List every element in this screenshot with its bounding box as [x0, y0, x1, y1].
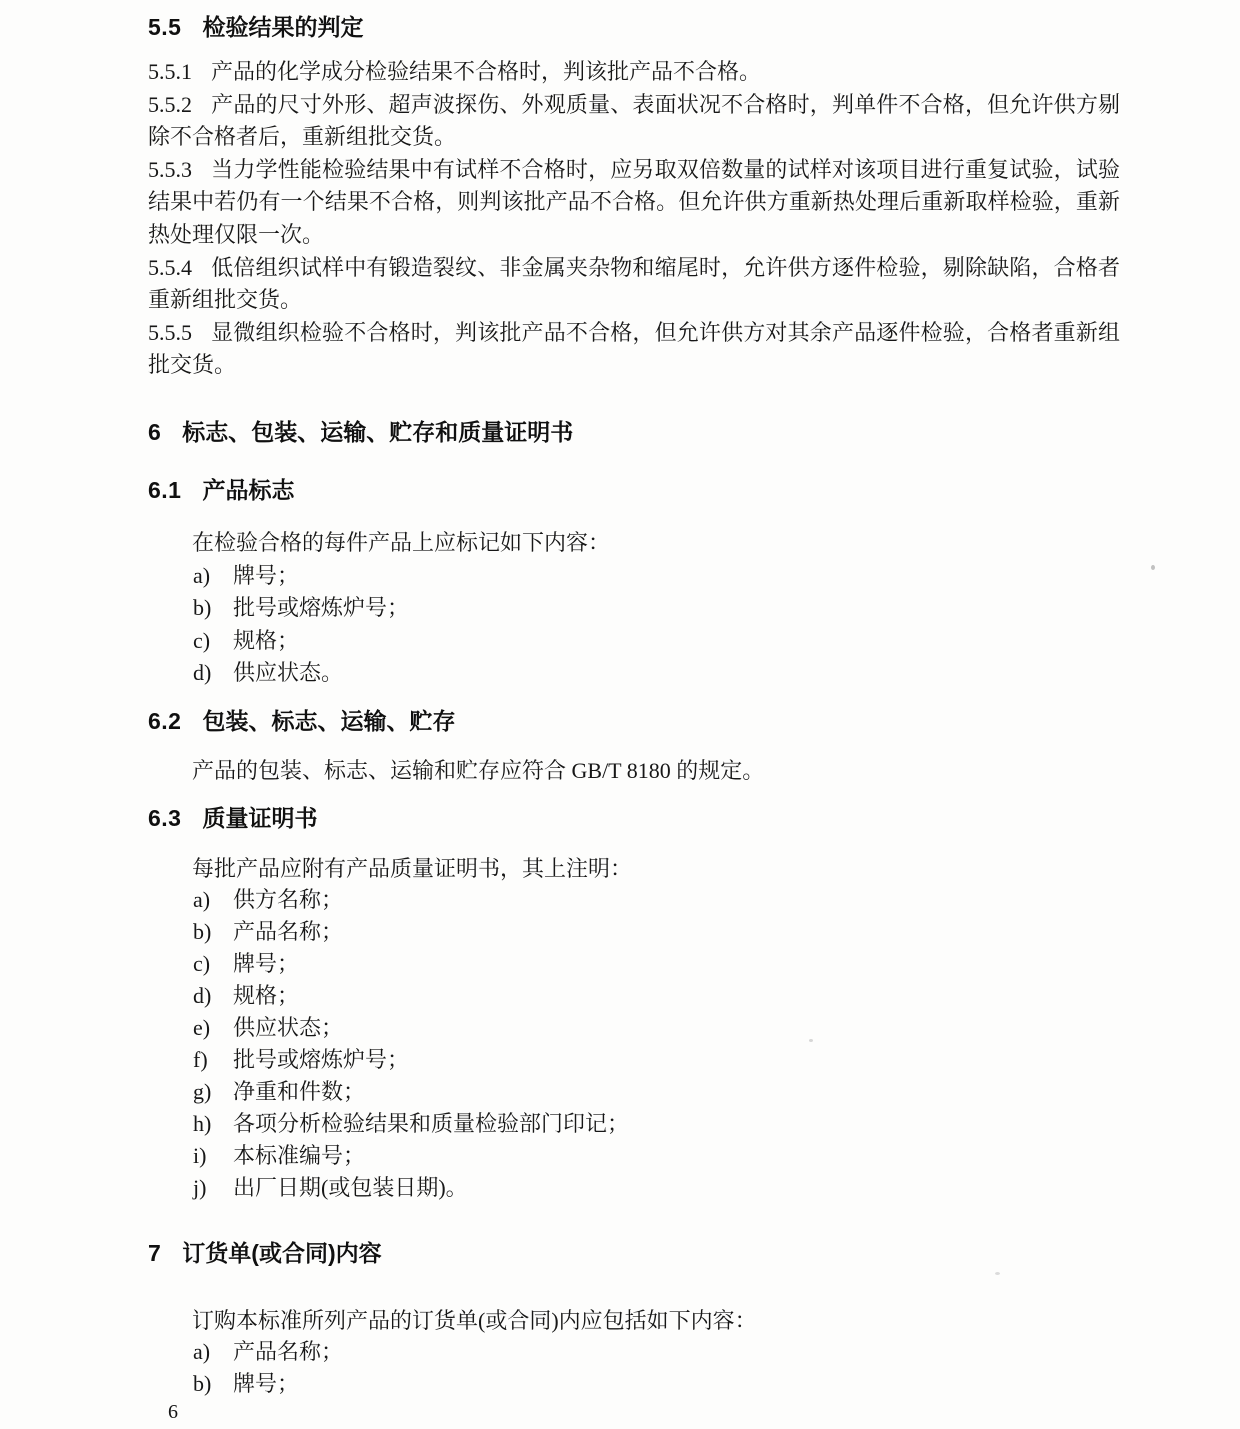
list-marker: a) [193, 1339, 211, 1364]
list-item-text: 供应状态。 [233, 660, 344, 686]
list-item-text: 净重和件数； [233, 1079, 366, 1104]
intro-7: 订购本标准所列产品的订货单(或合同)内应包括如下内容： [192, 1308, 757, 1333]
clause-number: 6 [148, 419, 162, 445]
list-item [193, 884, 629, 916]
paragraph-5-5-5 [148, 317, 1120, 382]
list-marker: j) [193, 1175, 207, 1200]
list-item-text: 供方名称； [233, 887, 344, 912]
paragraph-number: 5.5.3 [148, 156, 192, 182]
heading-clause-5-5 [148, 11, 363, 44]
list-item [193, 625, 409, 657]
clause-title: 质量证明书 [202, 805, 318, 831]
list-item [193, 948, 629, 980]
clause-5-5-body [148, 56, 1120, 382]
list-item-text: 牌号； [233, 951, 300, 976]
list-item [193, 560, 409, 592]
list-item [193, 657, 409, 689]
paragraph-text: 产品的化学成分检验结果不合格时，判该批产品不合格。 [211, 59, 762, 84]
list-item [193, 1108, 629, 1140]
list-marker: c) [193, 627, 211, 653]
heading-clause-6-3 [148, 802, 317, 835]
clause-number: 5.5 [148, 14, 182, 40]
paragraph-text: 显微组织检验不合格时，判该批产品不合格，但允许供方对其余产品逐件检验，合格者重新组批交货。 [148, 319, 1120, 378]
list-item [193, 1336, 343, 1368]
list-item-text: 批号或熔炼炉号； [233, 595, 410, 621]
paragraph-text: 当力学性能检验结果中有试样不合格时，应另取双倍数量的试样对该项目进行重复试验，试验结果中若仍有一个结果不合格，则判该批产品不合格。但允许供方重新热处理后重新取样检验，重新热处理仅限一次。 [148, 156, 1120, 247]
list-item-text: 规格； [233, 627, 300, 653]
list-6-3 [193, 884, 629, 1204]
list-marker: a) [193, 887, 211, 912]
clause-number: 6.1 [148, 477, 182, 503]
list-item [193, 1012, 629, 1044]
list-marker: e) [193, 1015, 211, 1040]
heading-clause-6-1 [148, 474, 294, 507]
list-marker: b) [193, 595, 212, 621]
heading-clause-6 [148, 416, 573, 449]
list-item-text: 产品名称； [233, 1339, 344, 1364]
scan-speck [995, 1272, 1000, 1275]
paragraph-5-5-2 [148, 89, 1120, 154]
list-item [193, 1076, 629, 1108]
list-item [193, 980, 629, 1012]
paragraph-number: 5.5.1 [148, 59, 192, 84]
list-marker: i) [193, 1143, 207, 1168]
list-marker: d) [193, 660, 212, 686]
list-marker: h) [193, 1111, 212, 1136]
list-item-text: 供应状态； [233, 1015, 344, 1040]
paragraph-6-2: 产品的包装、标志、运输和贮存应符合 GB/T 8180 的规定。 [192, 758, 765, 783]
list-marker: f) [193, 1047, 208, 1072]
paragraph-5-5-1 [148, 56, 1120, 89]
paragraph-5-5-3 [148, 154, 1120, 252]
list-item [193, 1044, 629, 1076]
list-item [193, 1140, 629, 1172]
paragraph-text: 产品的尺寸外形、超声波探伤、外观质量、表面状况不合格时，判单件不合格，但允许供方剔除不合格者后，重新组批交货。 [148, 91, 1120, 150]
list-item-text: 牌号； [233, 563, 300, 588]
list-item [193, 1368, 343, 1400]
page-number: 6 [168, 1401, 178, 1423]
paragraph-text: 低倍组织试样中有锻造裂纹、非金属夹杂物和缩尾时，允许供方逐件检验，剔除缺陷，合格者重新组批交货。 [148, 254, 1120, 313]
clause-title: 标志、包装、运输、贮存和质量证明书 [182, 419, 574, 445]
clause-title: 检验结果的判定 [202, 14, 364, 40]
intro-6-3: 每批产品应附有产品质量证明书，其上注明： [192, 856, 633, 881]
clause-title: 产品标志 [202, 477, 295, 503]
list-item-text: 各项分析检验结果和质量检验部门印记； [233, 1111, 630, 1136]
clause-number: 7 [148, 1240, 162, 1266]
list-marker: c) [193, 951, 211, 976]
list-item [193, 916, 629, 948]
list-item [193, 592, 409, 624]
intro-6-1: 在检验合格的每件产品上应标记如下内容： [192, 530, 611, 555]
clause-number: 6.2 [148, 708, 182, 734]
paragraph-number: 5.5.5 [148, 319, 192, 345]
list-item-text: 本标准编号； [233, 1143, 366, 1168]
heading-clause-6-2 [148, 705, 455, 738]
scan-speck [809, 1039, 813, 1042]
list-marker: b) [193, 1371, 212, 1396]
list-marker: d) [193, 983, 212, 1008]
scan-speck [1151, 565, 1155, 570]
list-marker: g) [193, 1079, 212, 1104]
list-item [193, 1172, 629, 1204]
list-6-1 [193, 560, 409, 690]
list-item-text: 出厂日期(或包装日期)。 [233, 1175, 468, 1200]
list-7 [193, 1336, 343, 1400]
list-marker: a) [193, 563, 211, 588]
list-item-text: 牌号； [233, 1371, 300, 1396]
list-marker: b) [193, 919, 212, 944]
paragraph-number: 5.5.4 [148, 254, 192, 280]
list-item-text: 规格； [233, 983, 300, 1008]
paragraph-5-5-4 [148, 252, 1120, 317]
clause-title: 订货单(或合同)内容 [182, 1240, 382, 1266]
paragraph-number: 5.5.2 [148, 91, 192, 117]
clause-title: 包装、标志、运输、贮存 [202, 708, 456, 734]
list-item-text: 批号或熔炼炉号； [233, 1047, 410, 1072]
clause-number: 6.3 [148, 805, 182, 831]
heading-clause-7 [148, 1237, 382, 1270]
list-item-text: 产品名称； [233, 919, 344, 944]
